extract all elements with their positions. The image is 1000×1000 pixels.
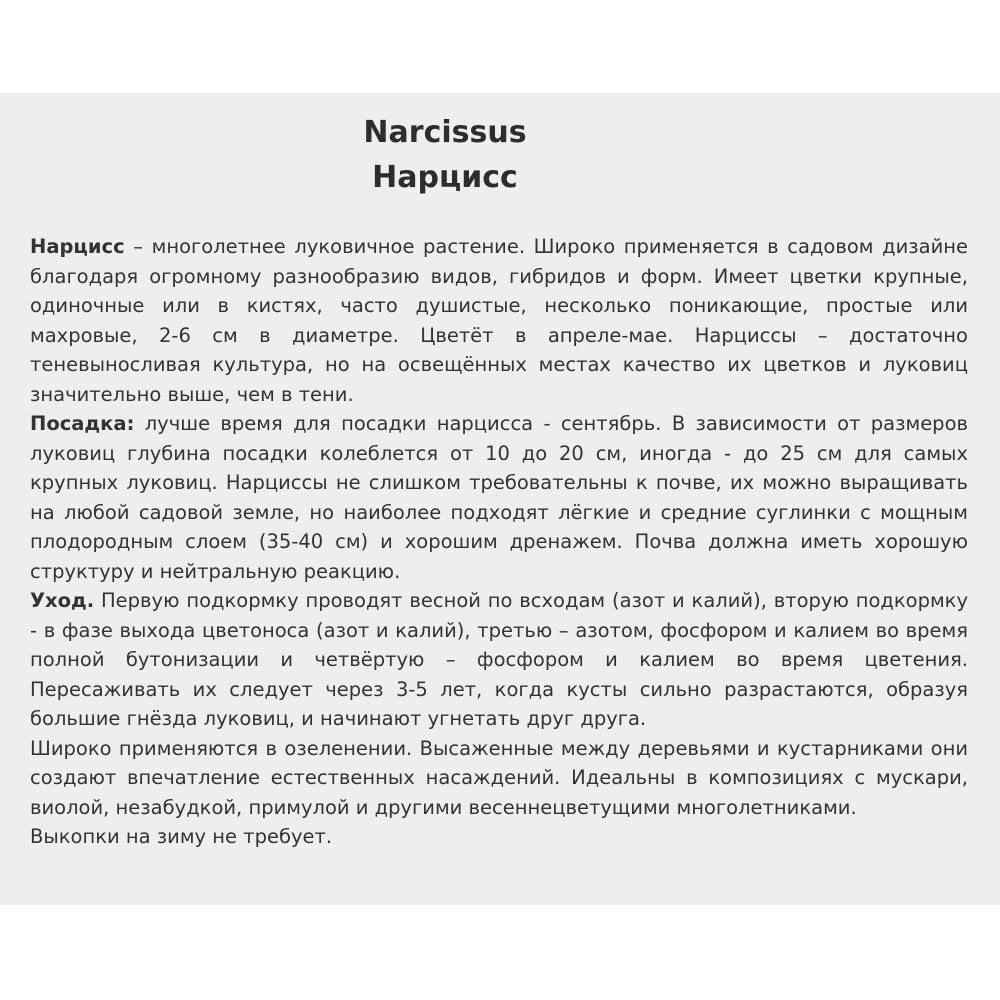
paragraph-lead: Нарцисс xyxy=(30,235,125,258)
paragraph-text: Первую подкормку проводят весной по всходам (азот и калий), вторую подкормку - в фазе выхода цветоноса (азот и калий), третью – азотом, фосфором и калием во время полной бутонизации и четвёртую – фосфором и калием во время цветения. Пересаживать их следует через 3-5 лет, когда кусты сильно разрастаются, образуя большие гнёзда луковиц, и начинают угнетать друг друга. xyxy=(30,589,968,730)
title-russian: Нарцисс xyxy=(372,160,518,195)
title-latin: Narcissus xyxy=(363,115,527,150)
paragraph-lead: Посадка: xyxy=(30,412,135,435)
paragraph-lead: Уход. xyxy=(30,589,95,612)
paragraph-text: Выкопки на зиму не требует. xyxy=(30,825,333,848)
paragraph-landscaping xyxy=(30,734,968,823)
paragraph-winter xyxy=(30,822,968,852)
paragraph-care xyxy=(30,586,968,734)
document-body xyxy=(30,232,968,852)
paragraph-text: Широко применяются в озеленении. Высаженные между деревьями и кустарниками они создают впечатление естественных насаждений. Идеальны в композициях с мускари, виолой, незабудкой, примулой и другими весеннецветущими многолетниками. xyxy=(30,736,968,819)
paragraph-description xyxy=(30,232,968,409)
paragraph-text: лучше время для посадки нарцисса - сентябрь. В зависимости от размеров луковиц глубина посадки колеблется от 10 до 20 см, иногда - до 25 см для самых крупных луковиц. Нарциссы не слишком требовательны к почве, их можно выращивать на любой садовой земле, но наиболее подходят лёгкие и средние суглинки с мощным плодородным слоем (35-40 см) и хорошим дренажем. Почва должна иметь хорошую структуру и нейтральную реакцию. xyxy=(30,412,968,583)
paragraph-planting xyxy=(30,409,968,586)
paragraph-text: – многолетнее луковичное растение. Широко применяется в садовом дизайне благодаря огромному разнообразию видов, гибридов и форм. Имеет цветки крупные, одиночные или в кистях, часто душистые, несколько поникающие, простые или махровые, 2-6 см в диаметре. Цветёт в апреле-мае. Нарциссы – достаточно теневыносливая культура, но на освещённых местах качество их цветков и луковиц значительно выше, чем в тени. xyxy=(30,235,968,406)
